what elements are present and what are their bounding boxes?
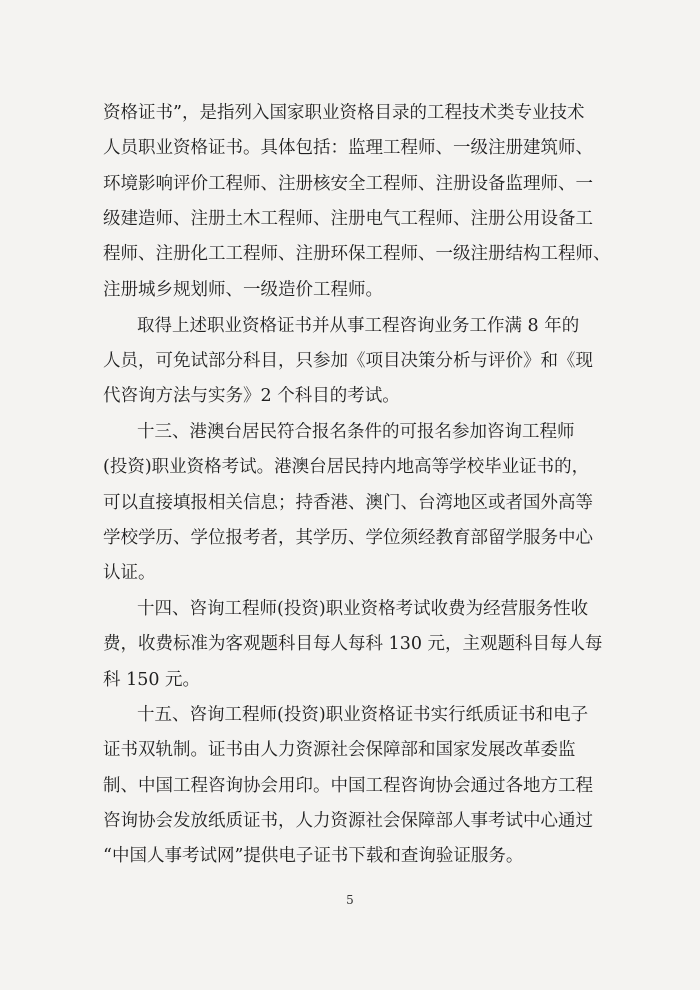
body-text-line: 级建造师、注册土木工程师、注册电气工程师、注册公用设备工	[103, 209, 593, 229]
body-text-line: 费，收费标准为客观题科目每人每科 130 元，主观题科目每人每	[103, 634, 603, 654]
body-text-line: 环境影响评价工程师、注册核安全工程师、注册设备监理师、一	[103, 174, 593, 194]
body-text-line: 代咨询方法与实务》2 个科目的考试。	[103, 386, 400, 406]
body-text-line: 人员职业资格证书。具体包括：监理工程师、一级注册建筑师、	[103, 138, 593, 158]
body-text-line: 认证。	[103, 563, 156, 583]
body-text-line: 科 150 元。	[103, 670, 201, 690]
body-text-line: “中国人事考试网”提供电子证书下载和查询验证服务。	[103, 846, 524, 866]
body-text-line: 制、中国工程咨询协会用印。中国工程咨询协会通过各地方工程	[103, 776, 593, 796]
body-text-line: 证书双轨制。证书由人力资源社会保障部和国家发展改革委监	[103, 740, 576, 760]
body-text-line: 取得上述职业资格证书并从事工程咨询业务工作满 8 年的	[137, 316, 580, 336]
body-text-line: 十五、咨询工程师(投资)职业资格证书实行纸质证书和电子	[137, 705, 589, 725]
body-text-line: 人员，可免试部分科目，只参加《项目决策分析与评价》和《现	[103, 351, 593, 371]
body-text-line: 资格证书”，是指列入国家职业资格目录的工程技术类专业技术	[103, 103, 585, 123]
body-text-line: 十四、咨询工程师(投资)职业资格考试收费为经营服务性收	[137, 599, 589, 619]
page-number: 5	[346, 893, 354, 907]
body-text-line: 注册城乡规划师、一级造价工程师。	[103, 280, 383, 300]
body-text-line: (投资)职业资格考试。港澳台居民持内地高等学校毕业证书的，	[103, 457, 590, 477]
body-text-line: 可以直接填报相关信息；持香港、澳门、台湾地区或者国外高等	[103, 493, 593, 513]
body-text-line: 学校学历、学位报考者，其学历、学位须经教育部留学服务中心	[103, 528, 593, 548]
body-text-line: 咨询协会发放纸质证书，人力资源社会保障部人事考试中心通过	[103, 811, 593, 831]
body-text-line: 程师、注册化工工程师、注册环保工程师、一级注册结构工程师、	[103, 244, 611, 264]
body-text-line: 十三、港澳台居民符合报名条件的可报名参加咨询工程师	[137, 422, 575, 442]
